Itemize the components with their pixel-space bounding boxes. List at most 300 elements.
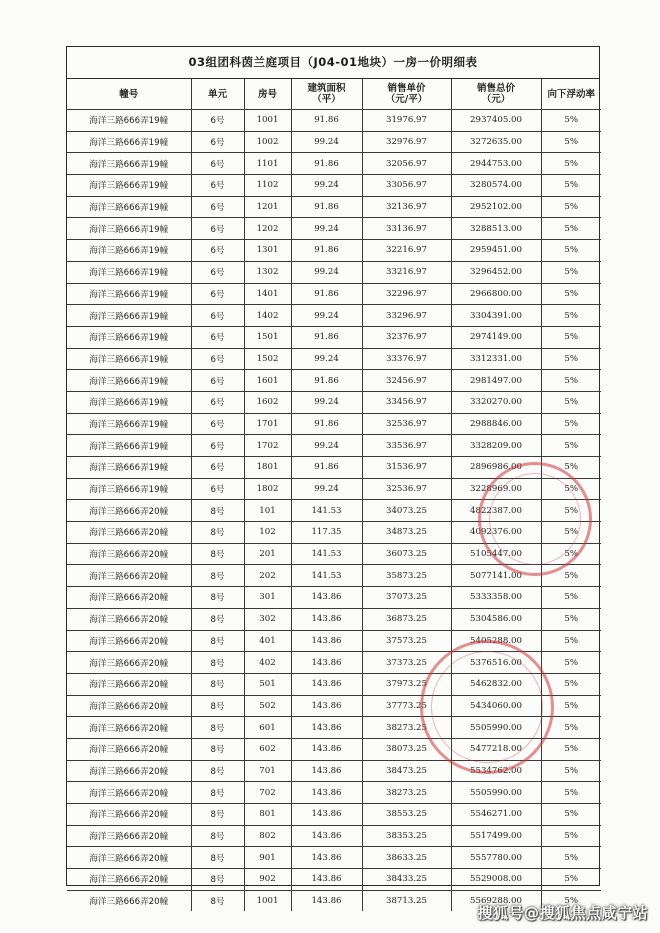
cell-unit: 8号 xyxy=(191,608,244,630)
cell-total-price: 5333358.00 xyxy=(451,587,541,609)
cell-building: 海洋三路666弄20幢 xyxy=(67,500,191,522)
cell-unit-price: 32976.97 xyxy=(362,131,451,153)
cell-room: 502 xyxy=(244,695,291,717)
cell-area: 91.86 xyxy=(291,153,362,175)
cell-float-rate: 5% xyxy=(541,825,601,847)
header-room: 房号 xyxy=(244,79,291,110)
cell-building: 海洋三路666弄20幢 xyxy=(67,890,191,911)
cell-room: 201 xyxy=(244,543,291,565)
cell-area: 143.86 xyxy=(291,869,362,891)
table-row xyxy=(67,847,601,869)
cell-float-rate: 5% xyxy=(541,738,601,760)
cell-unit-price: 38433.25 xyxy=(362,869,451,891)
cell-room: 701 xyxy=(244,760,291,782)
cell-building: 海洋三路666弄19幢 xyxy=(67,175,191,197)
cell-unit-price: 32056.97 xyxy=(362,153,451,175)
cell-unit-price: 33056.97 xyxy=(362,175,451,197)
header-unit-price-unit: （元/平） xyxy=(385,94,428,105)
cell-area: 143.86 xyxy=(291,695,362,717)
cell-total-price: 4092376.00 xyxy=(451,522,541,544)
cell-unit-price: 38273.25 xyxy=(362,717,451,739)
cell-unit: 6号 xyxy=(191,283,244,305)
table-row xyxy=(67,652,601,674)
table-row xyxy=(67,673,601,695)
table-row xyxy=(67,869,601,891)
cell-building: 海洋三路666弄19幢 xyxy=(67,348,191,370)
source-watermark: 搜狐号@搜狐焦点咸宁站 xyxy=(477,904,648,922)
cell-area: 143.86 xyxy=(291,760,362,782)
cell-area: 143.86 xyxy=(291,673,362,695)
cell-building: 海洋三路666弄20幢 xyxy=(67,738,191,760)
cell-unit-price: 31976.97 xyxy=(362,110,451,132)
cell-float-rate: 5% xyxy=(541,131,601,153)
cell-unit: 8号 xyxy=(191,890,244,911)
cell-area: 99.24 xyxy=(291,478,362,500)
cell-float-rate: 5% xyxy=(541,348,601,370)
cell-float-rate: 5% xyxy=(541,305,601,327)
cell-float-rate: 5% xyxy=(541,804,601,826)
table-row xyxy=(67,587,601,609)
cell-total-price: 5505990.00 xyxy=(451,782,541,804)
cell-building: 海洋三路666弄19幢 xyxy=(67,370,191,392)
header-unit-price xyxy=(362,79,451,110)
cell-unit: 8号 xyxy=(191,847,244,869)
cell-unit: 6号 xyxy=(191,131,244,153)
table-row xyxy=(67,326,601,348)
cell-float-rate: 5% xyxy=(541,522,601,544)
cell-float-rate: 5% xyxy=(541,457,601,479)
cell-total-price: 3320270.00 xyxy=(451,391,541,413)
cell-room: 301 xyxy=(244,587,291,609)
cell-total-price: 3304391.00 xyxy=(451,305,541,327)
cell-building: 海洋三路666弄19幢 xyxy=(67,110,191,132)
cell-float-rate: 5% xyxy=(541,565,601,587)
cell-area: 91.86 xyxy=(291,326,362,348)
cell-float-rate: 5% xyxy=(541,196,601,218)
table-row xyxy=(67,305,601,327)
cell-unit-price: 38073.25 xyxy=(362,738,451,760)
cell-room: 1801 xyxy=(244,457,291,479)
cell-unit-price: 38473.25 xyxy=(362,760,451,782)
cell-room: 802 xyxy=(244,825,291,847)
cell-building: 海洋三路666弄20幢 xyxy=(67,630,191,652)
cell-room: 1601 xyxy=(244,370,291,392)
price-list-sheet xyxy=(66,46,600,908)
cell-unit-price: 32456.97 xyxy=(362,370,451,392)
cell-area: 99.24 xyxy=(291,175,362,197)
cell-building: 海洋三路666弄20幢 xyxy=(67,587,191,609)
cell-total-price: 5477218.00 xyxy=(451,738,541,760)
cell-building: 海洋三路666弄19幢 xyxy=(67,391,191,413)
cell-unit-price: 33376.97 xyxy=(362,348,451,370)
cell-total-price: 5529008.00 xyxy=(451,869,541,891)
cell-total-price: 3328209.00 xyxy=(451,435,541,457)
cell-float-rate: 5% xyxy=(541,500,601,522)
table-row xyxy=(67,175,601,197)
cell-unit: 6号 xyxy=(191,240,244,262)
cell-unit: 8号 xyxy=(191,673,244,695)
cell-float-rate: 5% xyxy=(541,413,601,435)
cell-total-price: 5434060.00 xyxy=(451,695,541,717)
cell-room: 102 xyxy=(244,522,291,544)
cell-area: 91.86 xyxy=(291,370,362,392)
cell-float-rate: 5% xyxy=(541,370,601,392)
cell-total-price: 3296452.00 xyxy=(451,261,541,283)
header-total-price xyxy=(451,79,541,110)
cell-unit: 6号 xyxy=(191,413,244,435)
cell-area: 99.24 xyxy=(291,391,362,413)
cell-float-rate: 5% xyxy=(541,760,601,782)
cell-unit-price: 34073.25 xyxy=(362,500,451,522)
cell-unit: 6号 xyxy=(191,153,244,175)
table-row xyxy=(67,695,601,717)
cell-unit: 8号 xyxy=(191,717,244,739)
cell-area: 143.86 xyxy=(291,847,362,869)
table-row xyxy=(67,240,601,262)
cell-room: 1001 xyxy=(244,110,291,132)
cell-total-price: 5376516.00 xyxy=(451,652,541,674)
cell-area: 99.24 xyxy=(291,131,362,153)
cell-area: 141.53 xyxy=(291,500,362,522)
cell-unit-price: 33216.97 xyxy=(362,261,451,283)
table-row xyxy=(67,196,601,218)
table-row xyxy=(67,738,601,760)
header-total-price-label: 销售总价 xyxy=(476,83,515,94)
cell-float-rate: 5% xyxy=(541,608,601,630)
header-total-price-unit: （元） xyxy=(481,94,511,105)
cell-room: 101 xyxy=(244,500,291,522)
price-table xyxy=(67,79,601,911)
cell-room: 1001 xyxy=(244,890,291,911)
cell-float-rate: 5% xyxy=(541,240,601,262)
cell-area: 99.24 xyxy=(291,435,362,457)
cell-unit-price: 37573.25 xyxy=(362,630,451,652)
cell-unit-price: 36873.25 xyxy=(362,608,451,630)
cell-unit: 6号 xyxy=(191,457,244,479)
cell-building: 海洋三路666弄20幢 xyxy=(67,565,191,587)
cell-area: 143.86 xyxy=(291,890,362,911)
cell-unit-price: 33136.97 xyxy=(362,218,451,240)
cell-total-price: 5557780.00 xyxy=(451,847,541,869)
cell-room: 402 xyxy=(244,652,291,674)
cell-unit-price: 37373.25 xyxy=(362,652,451,674)
cell-building: 海洋三路666弄20幢 xyxy=(67,804,191,826)
cell-float-rate: 5% xyxy=(541,587,601,609)
cell-total-price: 2974149.00 xyxy=(451,326,541,348)
cell-building: 海洋三路666弄20幢 xyxy=(67,652,191,674)
cell-building: 海洋三路666弄20幢 xyxy=(67,717,191,739)
cell-area: 99.24 xyxy=(291,305,362,327)
cell-unit-price: 33536.97 xyxy=(362,435,451,457)
cell-building: 海洋三路666弄20幢 xyxy=(67,608,191,630)
cell-total-price: 3272635.00 xyxy=(451,131,541,153)
cell-area: 99.24 xyxy=(291,261,362,283)
cell-area: 99.24 xyxy=(291,348,362,370)
cell-unit: 8号 xyxy=(191,738,244,760)
cell-room: 1401 xyxy=(244,283,291,305)
cell-total-price: 3228969.00 xyxy=(451,478,541,500)
cell-total-price: 5569288.00 xyxy=(451,890,541,911)
table-row xyxy=(67,370,601,392)
table-row xyxy=(67,717,601,739)
cell-unit-price: 38553.25 xyxy=(362,804,451,826)
cell-room: 1501 xyxy=(244,326,291,348)
table-row xyxy=(67,218,601,240)
cell-building: 海洋三路666弄20幢 xyxy=(67,695,191,717)
cell-float-rate: 5% xyxy=(541,261,601,283)
cell-area: 91.86 xyxy=(291,110,362,132)
cell-area: 143.86 xyxy=(291,782,362,804)
cell-unit: 8号 xyxy=(191,804,244,826)
cell-building: 海洋三路666弄19幢 xyxy=(67,131,191,153)
cell-room: 1701 xyxy=(244,413,291,435)
cell-float-rate: 5% xyxy=(541,478,601,500)
cell-unit-price: 38633.25 xyxy=(362,847,451,869)
cell-unit: 8号 xyxy=(191,500,244,522)
cell-unit-price: 37073.25 xyxy=(362,587,451,609)
cell-total-price: 5105447.00 xyxy=(451,543,541,565)
cell-total-price: 5517499.00 xyxy=(451,825,541,847)
table-row xyxy=(67,608,601,630)
cell-float-rate: 5% xyxy=(541,652,601,674)
cell-unit-price: 32536.97 xyxy=(362,478,451,500)
cell-unit-price: 32216.97 xyxy=(362,240,451,262)
cell-room: 401 xyxy=(244,630,291,652)
cell-total-price: 2988846.00 xyxy=(451,413,541,435)
table-row xyxy=(67,782,601,804)
cell-total-price: 5534762.00 xyxy=(451,760,541,782)
cell-area: 91.86 xyxy=(291,283,362,305)
cell-unit-price: 31536.97 xyxy=(362,457,451,479)
cell-unit: 8号 xyxy=(191,869,244,891)
cell-building: 海洋三路666弄20幢 xyxy=(67,847,191,869)
header-area xyxy=(291,79,362,110)
header-area-unit: （平） xyxy=(312,94,341,105)
cell-float-rate: 5% xyxy=(541,673,601,695)
cell-area: 91.86 xyxy=(291,457,362,479)
cell-unit: 6号 xyxy=(191,348,244,370)
cell-room: 1202 xyxy=(244,218,291,240)
cell-total-price: 2966800.00 xyxy=(451,283,541,305)
cell-unit: 6号 xyxy=(191,435,244,457)
table-row xyxy=(67,565,601,587)
cell-room: 1002 xyxy=(244,131,291,153)
cell-unit: 6号 xyxy=(191,478,244,500)
cell-unit: 8号 xyxy=(191,652,244,674)
cell-area: 91.86 xyxy=(291,413,362,435)
table-row xyxy=(67,131,601,153)
cell-building: 海洋三路666弄19幢 xyxy=(67,435,191,457)
cell-area: 143.86 xyxy=(291,825,362,847)
cell-total-price: 2896986.00 xyxy=(451,457,541,479)
table-row xyxy=(67,153,601,175)
cell-total-price: 2981497.00 xyxy=(451,370,541,392)
cell-unit: 8号 xyxy=(191,630,244,652)
cell-unit-price: 32536.97 xyxy=(362,413,451,435)
cell-total-price: 2952102.00 xyxy=(451,196,541,218)
cell-unit-price: 32136.97 xyxy=(362,196,451,218)
cell-area: 143.86 xyxy=(291,587,362,609)
cell-building: 海洋三路666弄19幢 xyxy=(67,240,191,262)
cell-building: 海洋三路666弄20幢 xyxy=(67,782,191,804)
cell-area: 117.35 xyxy=(291,522,362,544)
cell-unit-price: 34873.25 xyxy=(362,522,451,544)
cell-room: 801 xyxy=(244,804,291,826)
cell-float-rate: 5% xyxy=(541,218,601,240)
cell-float-rate: 5% xyxy=(541,110,601,132)
cell-float-rate: 5% xyxy=(541,435,601,457)
cell-area: 91.86 xyxy=(291,240,362,262)
cell-area: 141.53 xyxy=(291,565,362,587)
cell-unit: 6号 xyxy=(191,370,244,392)
cell-area: 91.86 xyxy=(291,196,362,218)
cell-building: 海洋三路666弄19幢 xyxy=(67,413,191,435)
cell-float-rate: 5% xyxy=(541,630,601,652)
cell-building: 海洋三路666弄19幢 xyxy=(67,283,191,305)
cell-unit: 8号 xyxy=(191,522,244,544)
cell-unit: 8号 xyxy=(191,695,244,717)
cell-room: 501 xyxy=(244,673,291,695)
cell-room: 302 xyxy=(244,608,291,630)
cell-total-price: 2944753.00 xyxy=(451,153,541,175)
document-title: 03组团科茵兰庭项目（J04-01地块）一房一价明细表 xyxy=(67,47,599,79)
cell-total-price: 5546271.00 xyxy=(451,804,541,826)
cell-unit: 6号 xyxy=(191,305,244,327)
cell-unit-price: 38273.25 xyxy=(362,782,451,804)
cell-unit: 8号 xyxy=(191,760,244,782)
cell-total-price: 2937405.00 xyxy=(451,110,541,132)
table-row xyxy=(67,435,601,457)
cell-room: 1302 xyxy=(244,261,291,283)
cell-building: 海洋三路666弄20幢 xyxy=(67,825,191,847)
cell-unit: 8号 xyxy=(191,565,244,587)
cell-room: 901 xyxy=(244,847,291,869)
table-row xyxy=(67,391,601,413)
table-row xyxy=(67,522,601,544)
cell-unit: 8号 xyxy=(191,543,244,565)
cell-float-rate: 5% xyxy=(541,391,601,413)
table-row xyxy=(67,261,601,283)
cell-building: 海洋三路666弄19幢 xyxy=(67,326,191,348)
cell-float-rate: 5% xyxy=(541,326,601,348)
cell-building: 海洋三路666弄19幢 xyxy=(67,305,191,327)
table-row xyxy=(67,283,601,305)
cell-room: 1101 xyxy=(244,153,291,175)
cell-room: 1402 xyxy=(244,305,291,327)
cell-unit-price: 32296.97 xyxy=(362,283,451,305)
cell-float-rate: 5% xyxy=(541,782,601,804)
cell-building: 海洋三路666弄20幢 xyxy=(67,869,191,891)
cell-room: 202 xyxy=(244,565,291,587)
cell-building: 海洋三路666弄19幢 xyxy=(67,457,191,479)
cell-float-rate: 5% xyxy=(541,283,601,305)
table-row xyxy=(67,413,601,435)
cell-unit: 6号 xyxy=(191,110,244,132)
cell-unit-price: 35873.25 xyxy=(362,565,451,587)
cell-unit-price: 37773.25 xyxy=(362,695,451,717)
cell-float-rate: 5% xyxy=(541,890,601,911)
cell-unit-price: 36073.25 xyxy=(362,543,451,565)
cell-room: 902 xyxy=(244,869,291,891)
table-row xyxy=(67,348,601,370)
cell-area: 141.53 xyxy=(291,543,362,565)
cell-unit: 8号 xyxy=(191,587,244,609)
cell-building: 海洋三路666弄19幢 xyxy=(67,478,191,500)
cell-unit-price: 32376.97 xyxy=(362,326,451,348)
cell-room: 1102 xyxy=(244,175,291,197)
cell-total-price: 3312331.00 xyxy=(451,348,541,370)
cell-unit-price: 33296.97 xyxy=(362,305,451,327)
cell-total-price: 5505990.00 xyxy=(451,717,541,739)
header-unit: 单元 xyxy=(191,79,244,110)
cell-unit: 6号 xyxy=(191,326,244,348)
cell-building: 海洋三路666弄20幢 xyxy=(67,760,191,782)
cell-unit: 8号 xyxy=(191,825,244,847)
cell-room: 1802 xyxy=(244,478,291,500)
cell-area: 143.86 xyxy=(291,717,362,739)
cell-room: 1502 xyxy=(244,348,291,370)
cell-unit: 8号 xyxy=(191,782,244,804)
cell-area: 143.86 xyxy=(291,630,362,652)
cell-room: 601 xyxy=(244,717,291,739)
cell-room: 1301 xyxy=(244,240,291,262)
table-row xyxy=(67,543,601,565)
cell-total-price: 5462832.00 xyxy=(451,673,541,695)
table-row xyxy=(67,110,601,132)
cell-area: 99.24 xyxy=(291,218,362,240)
cell-building: 海洋三路666弄19幢 xyxy=(67,153,191,175)
cell-room: 602 xyxy=(244,738,291,760)
table-row xyxy=(67,760,601,782)
cell-building: 海洋三路666弄19幢 xyxy=(67,261,191,283)
cell-unit-price: 38353.25 xyxy=(362,825,451,847)
cell-total-price: 5304586.00 xyxy=(451,608,541,630)
cell-room: 702 xyxy=(244,782,291,804)
header-unit-price-label: 销售单价 xyxy=(387,83,426,94)
cell-building: 海洋三路666弄20幢 xyxy=(67,673,191,695)
table-row xyxy=(67,804,601,826)
cell-float-rate: 5% xyxy=(541,175,601,197)
cell-float-rate: 5% xyxy=(541,543,601,565)
cell-float-rate: 5% xyxy=(541,847,601,869)
cell-area: 143.86 xyxy=(291,738,362,760)
cell-unit: 6号 xyxy=(191,175,244,197)
header-area-label: 建筑面积 xyxy=(307,83,346,94)
table-header-row xyxy=(67,79,601,110)
cell-total-price: 4822387.00 xyxy=(451,500,541,522)
cell-room: 1602 xyxy=(244,391,291,413)
table-row xyxy=(67,478,601,500)
cell-area: 143.86 xyxy=(291,804,362,826)
cell-unit: 6号 xyxy=(191,218,244,240)
cell-area: 143.86 xyxy=(291,652,362,674)
cell-total-price: 5077141.00 xyxy=(451,565,541,587)
cell-total-price: 3280574.00 xyxy=(451,175,541,197)
cell-area: 143.86 xyxy=(291,608,362,630)
cell-building: 海洋三路666弄19幢 xyxy=(67,196,191,218)
cell-unit-price: 33456.97 xyxy=(362,391,451,413)
cell-building: 海洋三路666弄20幢 xyxy=(67,543,191,565)
table-row xyxy=(67,500,601,522)
cell-room: 1702 xyxy=(244,435,291,457)
cell-unit-price: 38713.25 xyxy=(362,890,451,911)
cell-unit: 6号 xyxy=(191,196,244,218)
cell-building: 海洋三路666弄19幢 xyxy=(67,218,191,240)
cell-total-price: 3288513.00 xyxy=(451,218,541,240)
header-float-rate: 向下浮动率 xyxy=(541,79,601,110)
cell-float-rate: 5% xyxy=(541,153,601,175)
cell-float-rate: 5% xyxy=(541,869,601,891)
